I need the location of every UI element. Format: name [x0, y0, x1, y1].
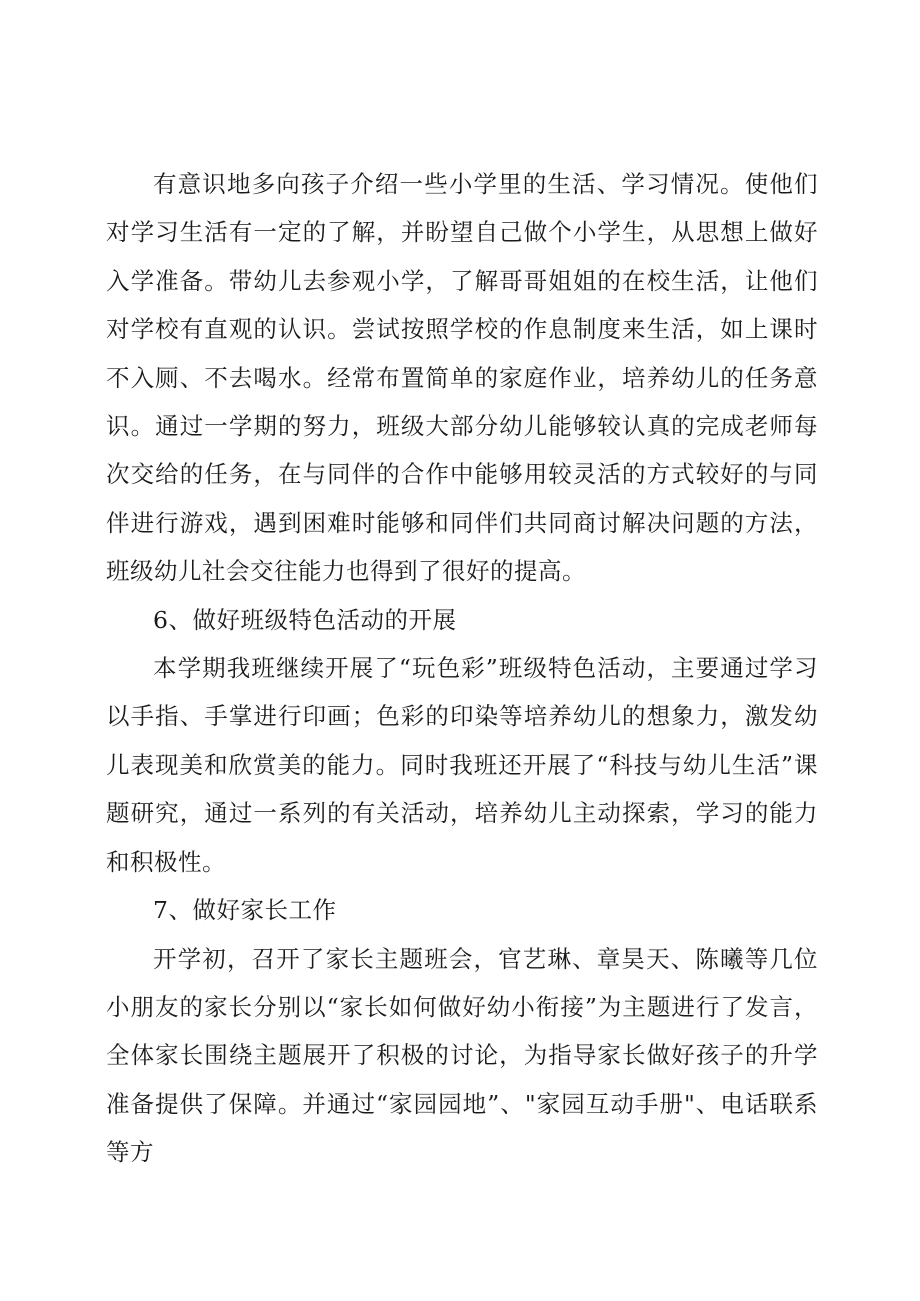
paragraph-school-readiness: 有意识地多向孩子介绍一些小学里的生活、学习情况。使他们对学习生活有一定的了解，并盼望自己做个小学生，从思想上做好入学准备。带幼儿去参观小学，了解哥哥姐姐的在校生活，让他们对学校有直观的认识。尝试按照学校的作息制度来生活，如上课时不入厕、不去喝水。经常布置简单的家庭作业，培养幼儿的任务意识。通过一学期的努力，班级大部分幼儿能够较认真的完成老师每次交给的任务，在与同伴的合作中能够用较灵活的方式较好的与同伴进行游戏，遇到困难时能够和同伴们共同商讨解决问题的方法，班级幼儿社会交往能力也得到了很好的提高。 [106, 170, 818, 586]
section-heading-parent-work: 7、做好家长工作 [153, 896, 337, 925]
section-heading-class-activities: 6、做好班级特色活动的开展 [153, 605, 457, 634]
paragraph-color-activities: 本学期我班继续开展了“玩色彩”班级特色活动，主要通过学习以手指、手掌进行印画；色彩的印染等培养幼儿的想象力，激发幼儿表现美和欣赏美的能力。同时我班还开展了“科技与幼儿生活”课题研究，通过一系列的有关活动，培养幼儿主动探索，学习的能力和积极性。 [106, 654, 818, 876]
document-body [106, 160, 818, 1177]
paragraph-parent-meeting: 开学初，召开了家长主题班会，官艺琳、章昊天、陈曦等几位小朋友的家长分别以“家长如何做好幼小衔接”为主题进行了发言，全体家长围绕主题展开了积极的讨论，为指导家长做好孩子的升学准备提供了保障。并通过“家园园地”、"家园互动手册"、电话联系等方 [106, 944, 818, 1167]
